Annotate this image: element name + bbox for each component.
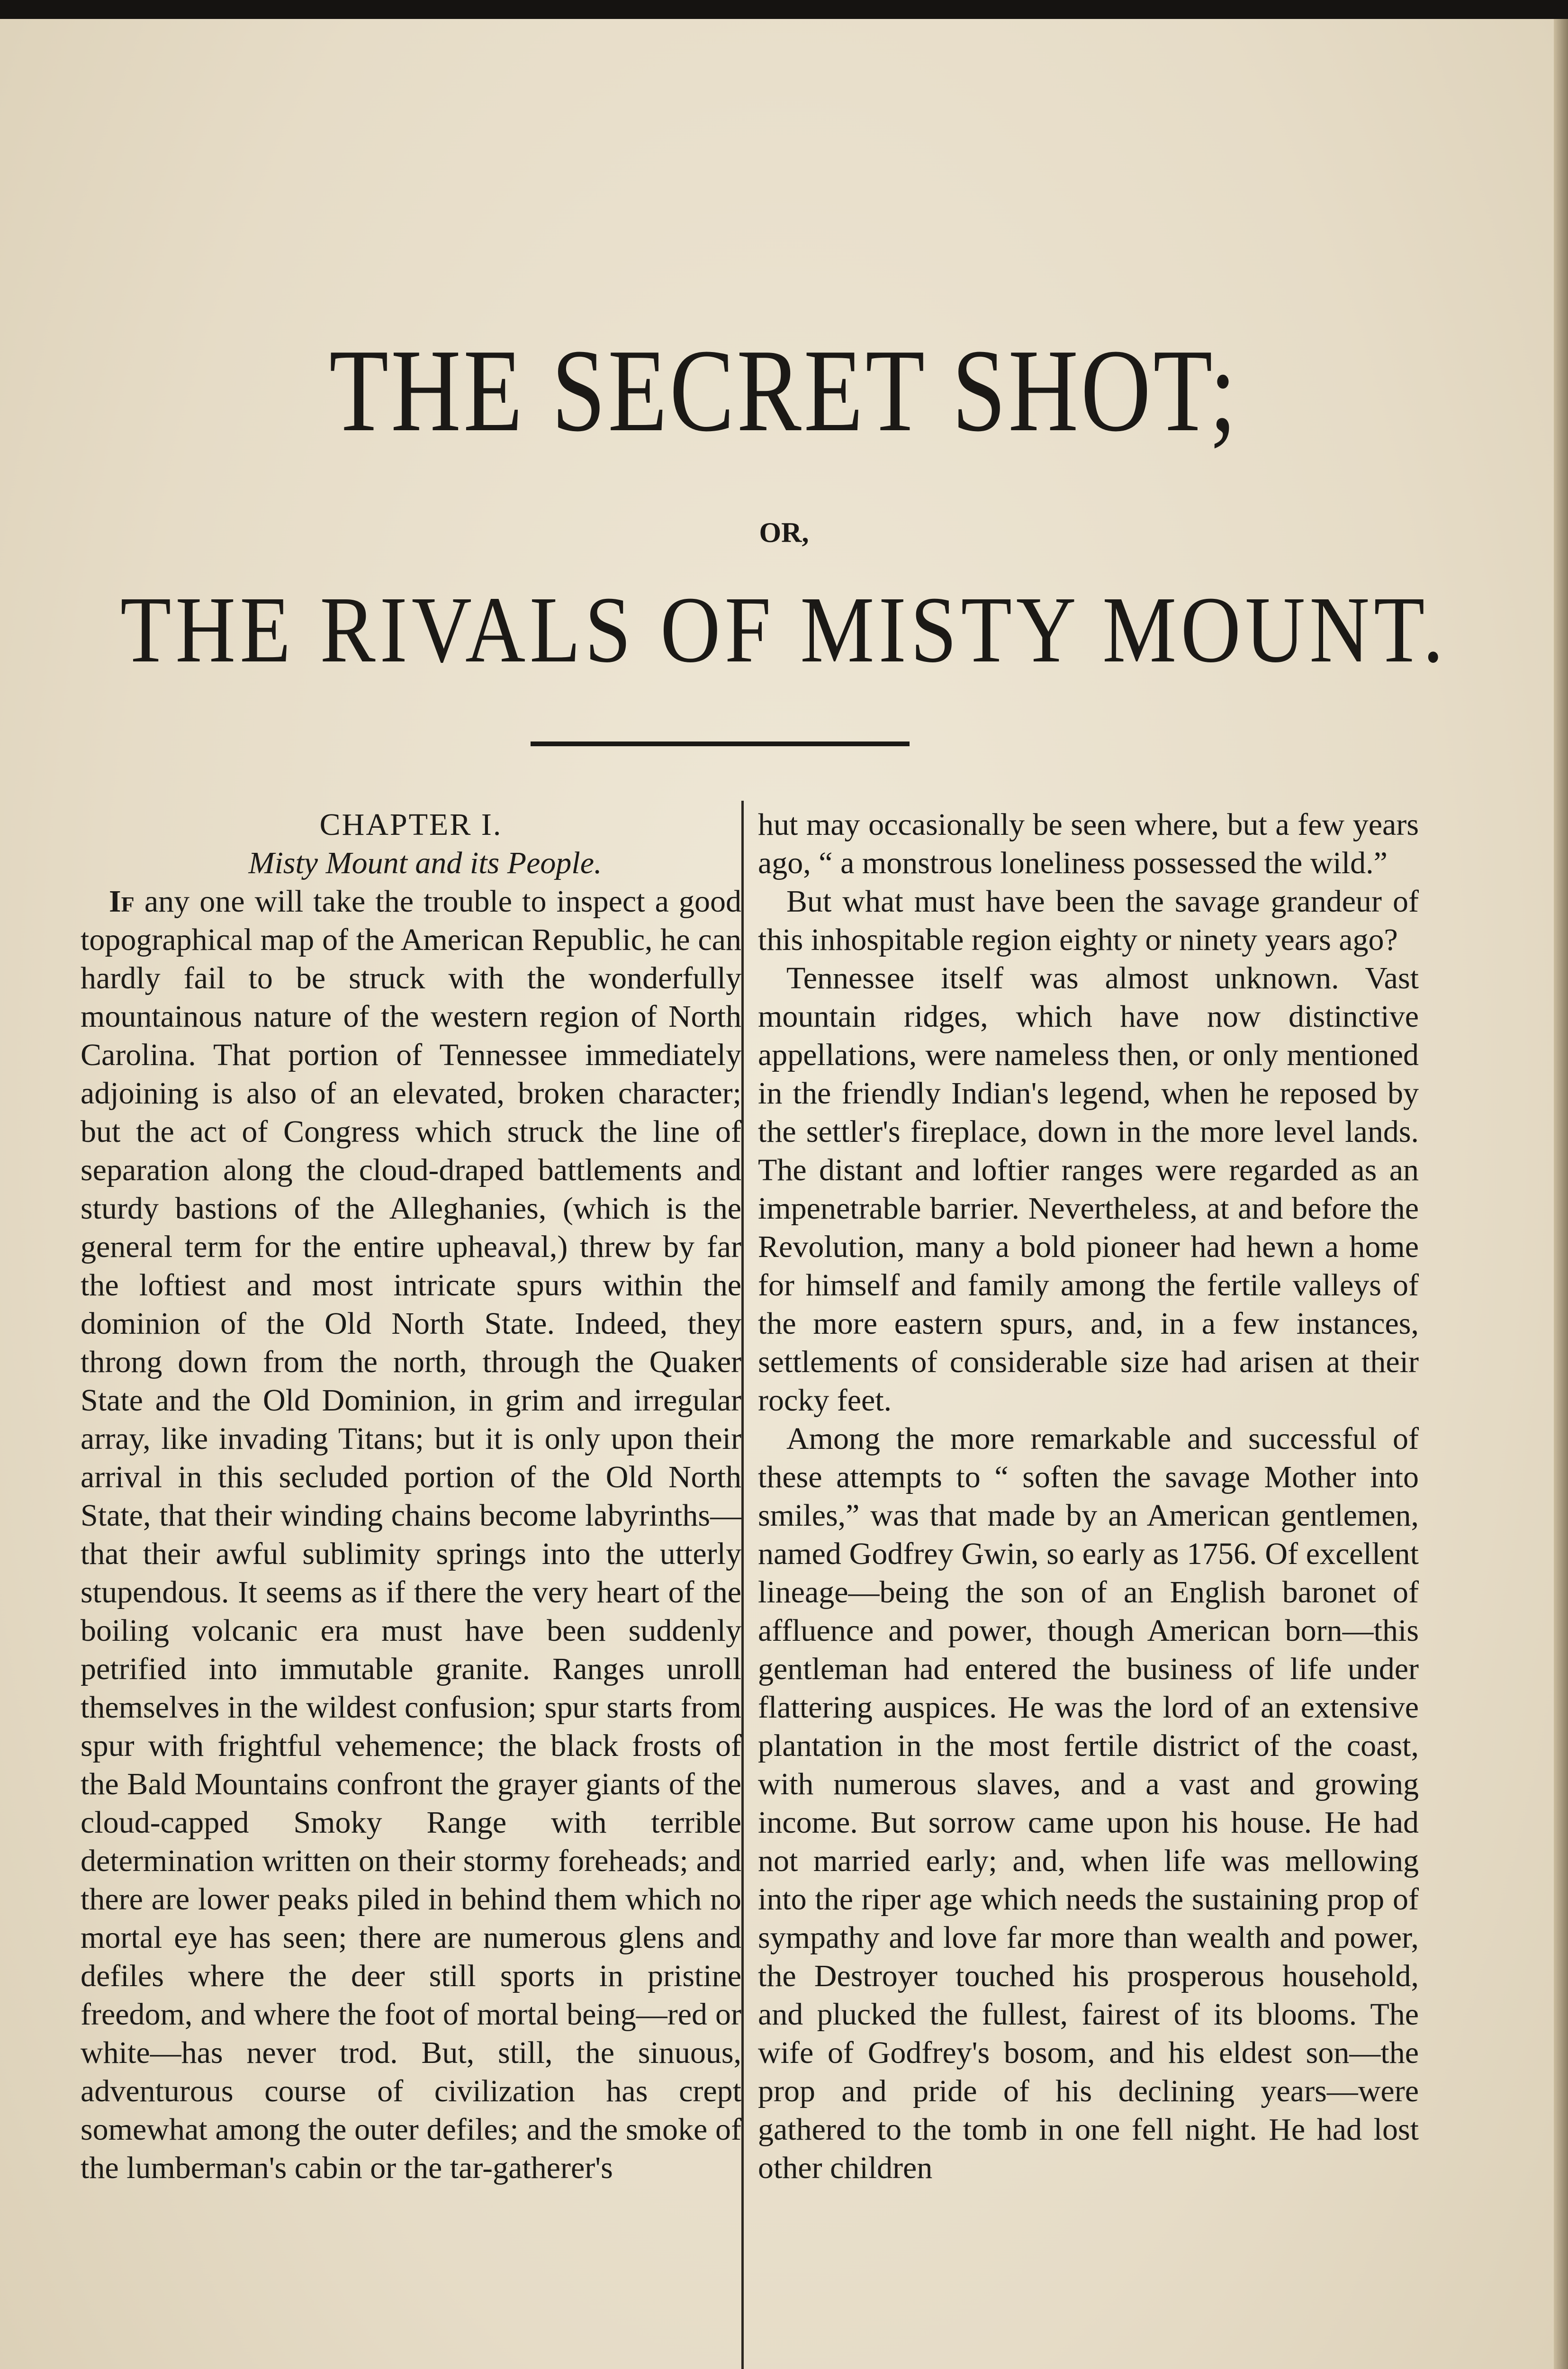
right-column: [758, 805, 1419, 2187]
paragraph: Among the more remarkable and successful of these attempts to “ soften the savage Mother into smiles,” was that made by an American gentlemen, named Godfrey Gwin, so early as 1756. Of excellent lineage—being the son of an English baronet of affluence and power, though American born—this gentleman had entered the business of life under flattering auspices. He was the lord of an extensive plantation in the most fertile district of the coast, with numerous slaves, and a vast and growing income. But sorrow came upon his house. He had not married early; and, when life was mellowing into the riper age which needs the sustaining prop of sympathy and love far more than wealth and power, the Destroyer touched his prosperous household, and plucked the fullest, fairest of its blooms. The wife of Godfrey's bosom, and his eldest son—the prop and pride of his declining years—were gathered to the tomb in one fell night. He had lost other children: [758, 1421, 1419, 2185]
paragraph: But what must have been the savage grandeur of this inhospitable region eighty or ninety years ago?: [758, 884, 1419, 957]
chapter-heading: CHAPTER I.: [319, 807, 503, 842]
chapter-subheading: Misty Mount and its People.: [248, 846, 602, 880]
paragraph: Tennessee itself was almost unknown. Vast mountain ridges, which have now distinctive appellations, were nameless then, or only mentioned in the friendly Indian's legend, when he reposed by the settler's fireplace, down in the more level lands. The distant and loftier ranges were regarded as an impenetrable barrier. Nevertheless, at and before the Revolution, many a bold pioneer had hewn a home for himself and family among the fertile valleys of the more eastern spurs, and, in a few instances, settlements of considerable size had arisen at their rocky feet.: [758, 961, 1419, 1418]
page-edge: [1554, 19, 1568, 2369]
left-column: [81, 805, 741, 2187]
paragraph: hut may occasionally be seen where, but a few years ago, “ a monstrous loneliness possessed the wild.”: [758, 807, 1419, 880]
drop-cap: If: [109, 884, 135, 919]
story-subtitle: THE RIVALS OF MISTY MOUNT.: [120, 578, 1448, 682]
title-or: OR,: [759, 517, 809, 548]
paragraph: [81, 882, 741, 2187]
title-rule: [531, 741, 910, 746]
paragraph-text: any one will take the trouble to inspect a good topographical map of the American Republic, he can hardly fail to be struck with the wonderfully mountainous nature of the western region of North Carolina. That portion of Tennessee immediately adjoining is also of an elevated, broken character; but the act of Congress which struck the line of separation along the cloud-draped battlements and sturdy bastions of the Alleghanies, (which is the general term for the entire upheaval,) threw by far the loftiest and most intricate spurs within the dominion of the Old North State. Indeed, they throng down from the north, through the Quaker State and the Old Dominion, in grim and irregular array, like invading Titans; but it is only upon their arrival in this secluded portion of the Old North State, that their winding chains become labyrinths—that their awful sublimity springs into the utterly stupendous. It seems as if there the very heart of the boiling volcanic era must have been suddenly petrified into immutable granite. Ranges unroll themselves in the wildest confusion; spur starts from spur with frightful vehemence; the black frosts of the Bald Mountains confront the grayer giants of the cloud-capped Smoky Range with terrible determination written on their stormy foreheads; and there are lower peaks piled in behind them which no mortal eye has seen; there are numerous glens and defiles where the deer still sports in pristine freedom, and where the foot of mortal being—red or white—has never trod. But, still, the sinuous, adventurous course of civilization has crept somewhat among the outer defiles; and the smoke of the lumberman's cabin or the tar-gatherer's: [81, 884, 741, 2185]
column-divider: [741, 801, 744, 2369]
story-title: THE SECRET SHOT;: [329, 325, 1239, 456]
scan-top-border: [0, 0, 1568, 19]
